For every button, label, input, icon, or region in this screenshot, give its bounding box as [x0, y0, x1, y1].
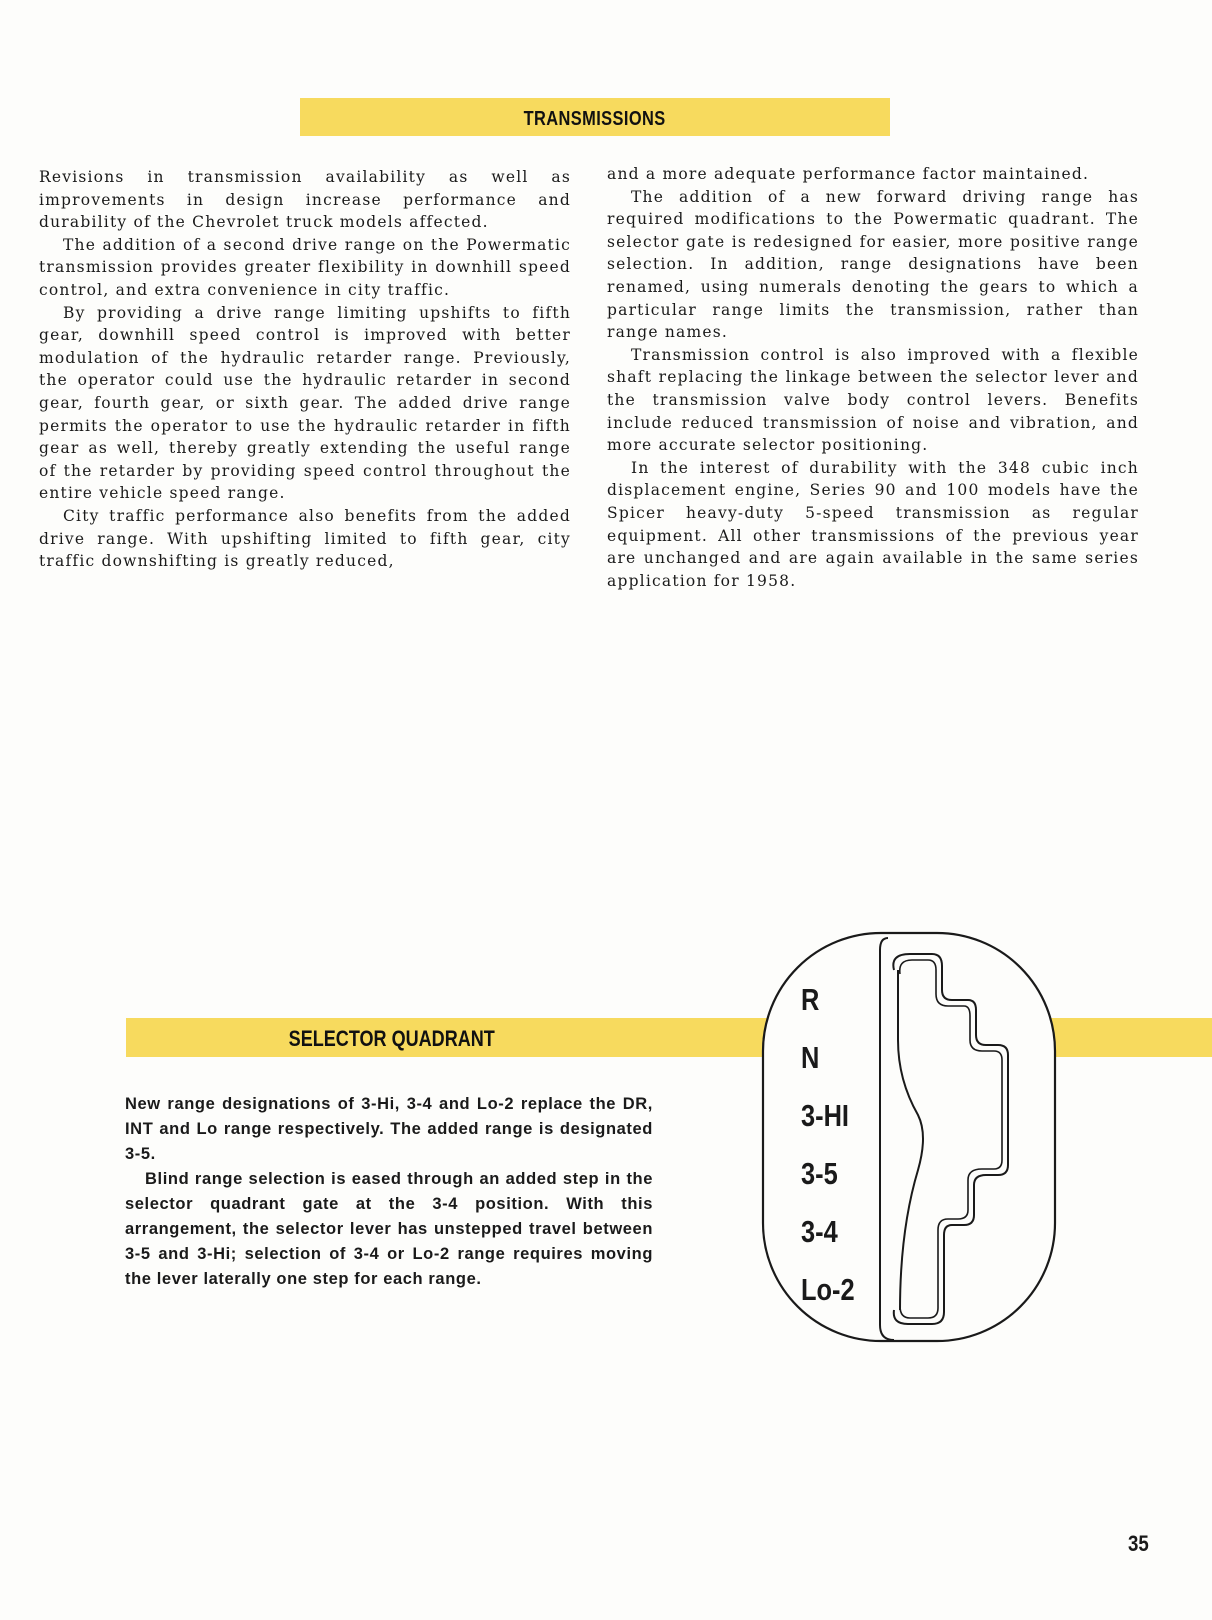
transmissions-heading-banner — [300, 98, 890, 136]
range-label-n: N — [801, 1040, 820, 1076]
body-paragraph: The addition of a new forward driving range has required modifications to the Powermatic quadrant. The selector gate is redesigned for easier, more positive range selection. In addition, range designations have been renamed, using numerals denoting the gears to which a particular range limits the transmission, rather than range names. — [607, 187, 1139, 342]
selector-quadrant-diagram — [760, 930, 1070, 1380]
body-paragraph: Blind range selection is eased through an added step in the selector quadrant gate at the 3-4 position. With this arrangement, the selector lever has unstepped travel between 3-5 and 3-Hi; selection of 3-4 or Lo-2 range requires moving the lever laterally one step for each range. — [125, 1170, 653, 1288]
body-paragraph: New range designations of 3-Hi, 3-4 and Lo-2 replace the DR, INT and Lo range respectively. The added range is designated 3-5. — [125, 1095, 653, 1163]
range-label-r: R — [801, 982, 820, 1018]
selector-quadrant-heading: SELECTOR QUADRANT — [288, 1026, 495, 1051]
body-paragraph: Revisions in transmission availability as well as improvements in design increase performance and durability of the Chevrolet truck models affected. — [39, 168, 571, 232]
range-label-3-hi: 3-HI — [801, 1098, 850, 1134]
range-label-lo-2: Lo-2 — [801, 1272, 855, 1308]
body-paragraph: In the interest of durability with the 348 cubic inch displacement engine, Series 90 and 100 models have the Spicer heavy-duty 5-speed transmission as regular equipment. All other transmissions of the previous year are unchanged and are again available in the same series application for 1958. — [607, 458, 1139, 590]
page-number: 35 — [1128, 1531, 1149, 1556]
body-paragraph: By providing a drive range limiting upshifts to fifth gear, downhill speed control is improved with better modulation of the hydraulic retarder range. Previously, the operator could use the hydraulic retarder in second gear, fourth gear, or sixth gear. The added drive range permits the operator to use the hydraulic retarder in fifth gear as well, thereby greatly extending the useful range of the retarder by providing speed control throughout the entire vehicle speed range. — [39, 303, 571, 503]
range-label-3-4: 3-4 — [801, 1214, 838, 1250]
body-paragraph: and a more adequate performance factor maintained. — [607, 165, 1090, 183]
transmissions-heading: TRANSMISSIONS — [523, 108, 667, 130]
selector-quadrant-text — [125, 1092, 653, 1292]
body-paragraph: City traffic performance also benefits from the added drive range. With upshifting limited to fifth gear, city traffic downshifting is greatly reduced, — [39, 506, 571, 571]
body-paragraph: The addition of a second drive range on the Powermatic transmission provides greater flexibility in downhill speed control, and extra convenience in city traffic. — [39, 235, 571, 299]
body-paragraph: Transmission control is also improved with a flexible shaft replacing the linkage between the selector lever and the transmission valve body control levers. Benefits include reduced transmission of noise and vibration, and more accurate selector positioning. — [607, 345, 1139, 455]
range-label-3-5: 3-5 — [801, 1156, 838, 1192]
transmissions-left-column — [39, 166, 571, 573]
transmissions-right-column — [607, 163, 1139, 592]
